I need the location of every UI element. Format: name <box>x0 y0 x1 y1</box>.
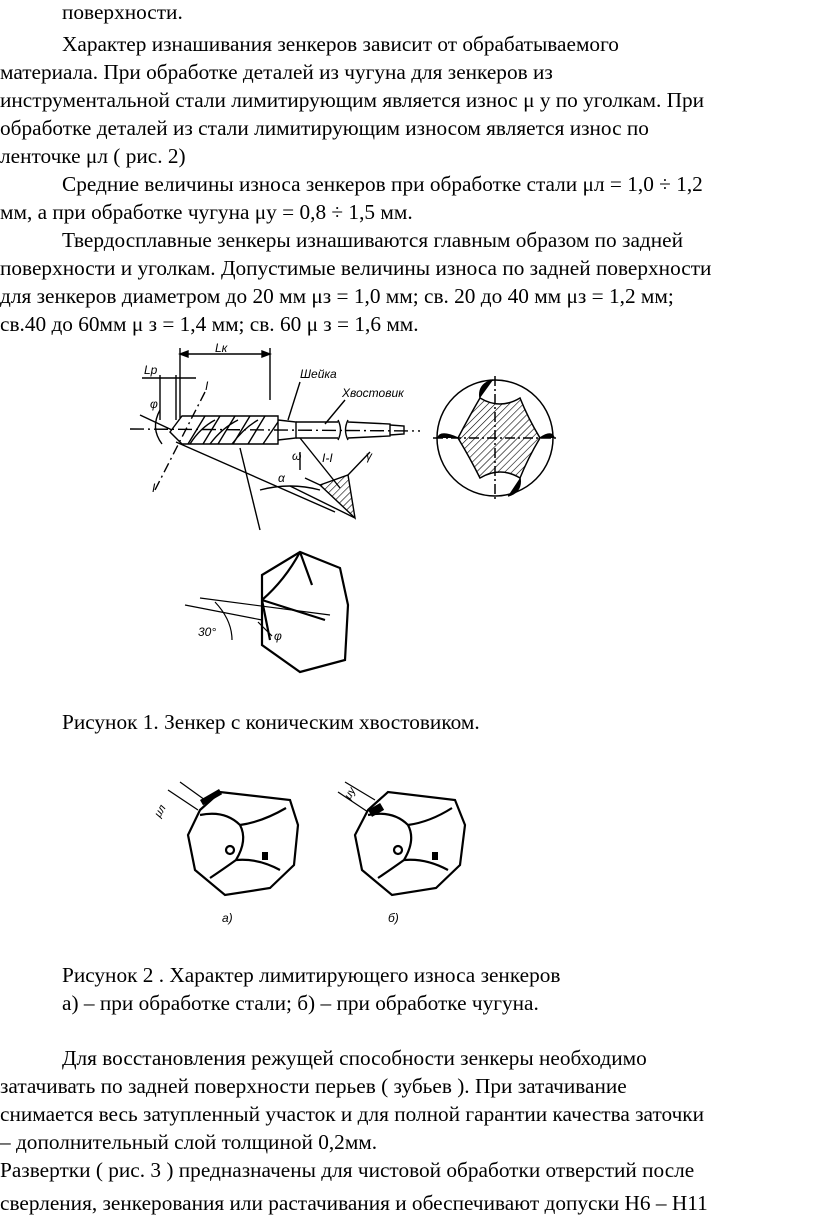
text-line: Для восстановления режущей способности зенкеры необходимо <box>62 1046 647 1070</box>
angle-30-label: 30° <box>198 625 217 639</box>
text-line: для зенкеров диаметром до 20 мм μз = 1,0 мм; св. 20 до 40 мм μз = 1,2 мм; <box>0 284 674 308</box>
text-line: Средние величины износа зенкеров при обработке стали μл = 1,0 ÷ 1,2 <box>62 172 703 196</box>
text-line: инструментальной стали лимитирующим является износ μ у по уголкам. При <box>0 88 705 112</box>
text-line: сверления, зенкерования или растачивания и обеспечивают допуски Н6 – Н11 <box>0 1191 708 1215</box>
mu-l-label: μл <box>152 802 169 820</box>
neck-label: Шейка <box>300 367 337 381</box>
alpha-label: α <box>278 471 285 485</box>
text-line: обработке деталей из стали лимитирующим износом является износ по <box>0 116 649 140</box>
phi-label-2: φ <box>274 629 282 643</box>
figure-2-caption-line-2: а) – при обработке стали; б) – при обработке чугуна. <box>62 991 539 1015</box>
text-line: снимается весь затупленный участок и для полной гарантии качества заточки <box>0 1102 705 1126</box>
lk-label: Lк <box>215 341 228 355</box>
label-b: б) <box>388 911 399 925</box>
label-a: а) <box>222 911 233 925</box>
phi-label: φ <box>150 397 158 411</box>
figure-1-drawing <box>0 340 816 710</box>
text-line: св.40 до 60мм μ з = 1,4 мм; св. 60 μ з = 1,6 мм. <box>0 312 419 336</box>
text-line: поверхности. <box>62 0 183 24</box>
shank-label: Хвостовик <box>342 386 404 400</box>
text-line: Характер изнашивания зенкеров зависит от обрабатываемого <box>62 32 619 56</box>
mu-u-label: μу <box>342 785 359 802</box>
figure-2-caption-line-1: Рисунок 2 . Характер лимитирующего износа зенкеров <box>62 963 561 987</box>
text-line: Развертки ( рис. 3 ) предназначены для чистовой обработки отверстий после <box>0 1158 695 1182</box>
text-line: затачивать по задней поверхности перьев ( зубьев ). При затачивание <box>0 1074 627 1098</box>
section-label: I-I <box>322 451 333 465</box>
section-mark-top: I <box>205 379 209 393</box>
text-line: мм, а при обработке чугуна μу = 0,8 ÷ 1,5 мм. <box>0 200 413 224</box>
text-line: поверхности и уголкам. Допустимые величины износа по задней поверхности <box>0 256 712 280</box>
lp-label: Lр <box>144 363 158 377</box>
text-line: – дополнительный слой толщиной 0,2мм. <box>0 1130 378 1154</box>
text-line: Твердосплавные зенкеры изнашиваются главным образом по задней <box>62 228 683 252</box>
text-line: материала. При обработке деталей из чугуна для зенкеров из <box>0 60 553 84</box>
section-mark-bottom: I <box>152 481 156 495</box>
text-line: ленточке μл ( рис. 2) <box>0 144 186 168</box>
figure-1-caption: Рисунок 1. Зенкер с коническим хвостовиком. <box>62 710 480 734</box>
omega-label: ω <box>292 449 302 463</box>
gamma-label: γ <box>366 449 372 463</box>
figure-2-drawing <box>0 770 816 950</box>
